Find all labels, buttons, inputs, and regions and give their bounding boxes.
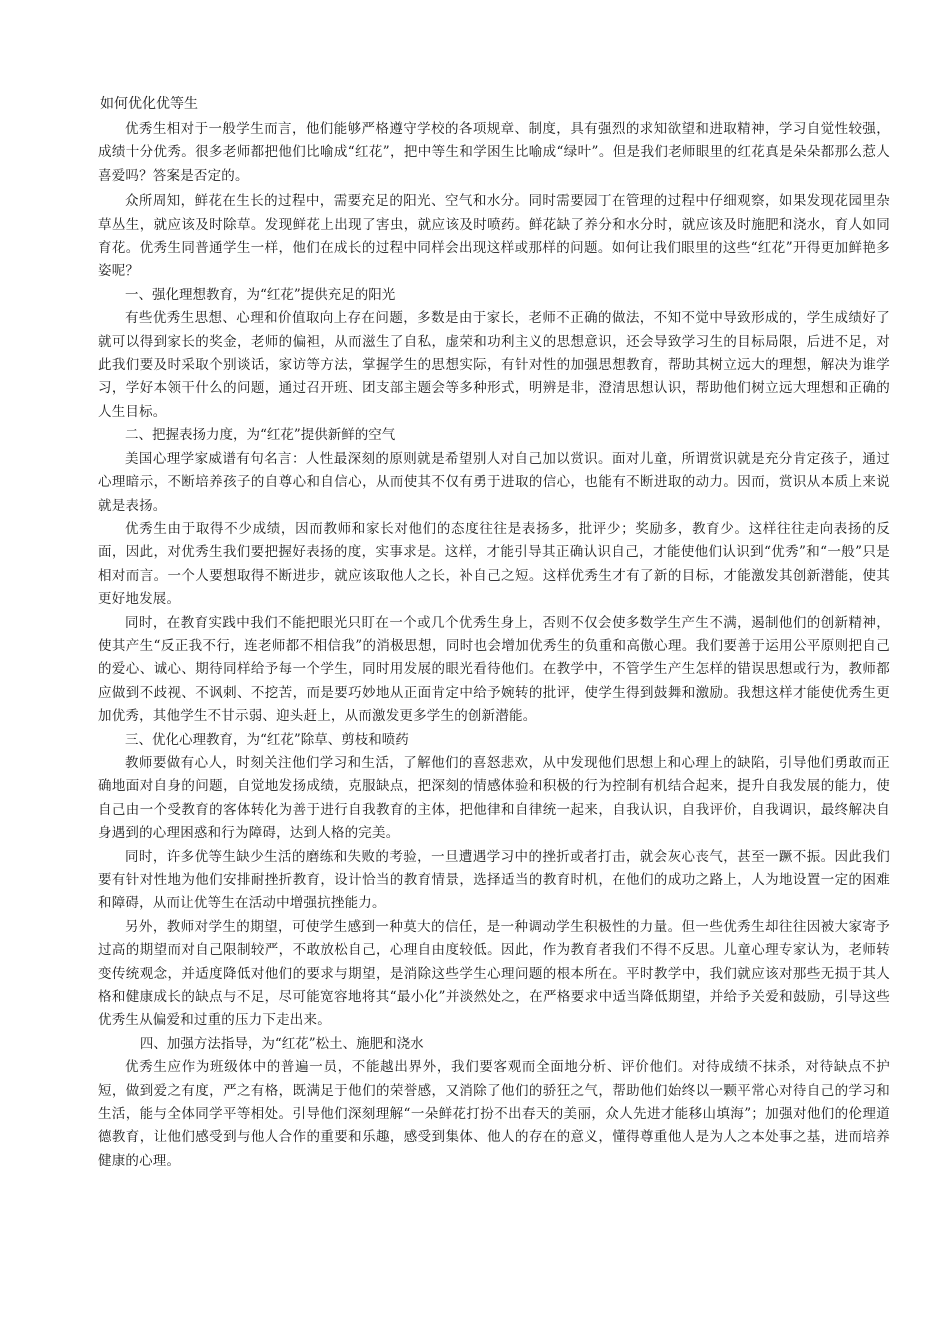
- section-2-paragraph-2: 优秀生由于取得不少成绩，因而教师和家长对他们的态度往往是表扬多，批评少；奖励多，教育少。这样往往走向表扬的反面，因此，对优秀生我们要把握好表扬的度，实事求是。这样，才能引导其正确认识自己，才能使他们认识到“优秀”和“一般”只是相对而言。一个人要想取得不断进步，就应该取他人之长，补自己之短。这样优秀生才有了新的目标，才能激发其创新潜能，使其更好地发展。: [98, 520, 890, 608]
- document-title: 如何优化优等生: [100, 96, 198, 112]
- section-heading-4: 四、加强方法指导，为“红花”松土、施肥和浇水: [139, 1035, 424, 1052]
- section-2-paragraph-3: 同时，在教育实践中我们不能把眼光只盯在一个或几个优秀生身上，否则不仅会使多数学生产生不满，遏制他们的创新精神，使其产生“反正我不行，连老师都不相信我”的消极思想，同时也会增加优秀生的负重和高傲心理。我们要善于运用公平原则把自己的爱心、诚心、期待同样给予每一个学生，同时用发展的眼光看待他们。在教学中，不管学生产生怎样的错误思想或行为，教师都应做到不歧视、不讽刺、不挖苦，而是要巧妙地从正面肯定中给予婉转的批评，使学生得到鼓舞和激励。我想这样才能使优秀生更加优秀，其他学生不甘示弱、迎头赶上，从而激发更多学生的创新潜能。: [98, 614, 890, 725]
- section-4-paragraph-1: 优秀生应作为班级体中的普遍一员，不能越出界外，我们要客观而全面地分析、评价他们。对待成绩不抹杀，对待缺点不护短，做到爱之有度，严之有格，既满足于他们的荣誉感，又消除了他们的骄狂之气，帮助他们始终以一颗平常心对待自己的学习和生活，能与全体同学平等相处。引导他们深刻理解“一朵鲜花打扮不出春天的美丽，众人先进才能移山填海”；加强对他们的伦理道德教育，让他们感受到与他人合作的重要和乐趣，感受到集体、他人的存在的意义，懂得尊重他人是为人之本处事之基，进而培养健康的心理。: [98, 1059, 890, 1169]
- section-3-paragraph-2: 同时，许多优等生缺少生活的磨练和失败的考验，一旦遭遇学习中的挫折或者打击，就会灰心丧气，甚至一蹶不振。因此我们要有针对性地为他们安排耐挫折教育，设计恰当的教育情景，选择适当的教育时机，在他们的成功之路上，人为地设置一定的困难和障碍，从而让优等生在活动中增强抗挫能力。: [98, 848, 890, 912]
- document-page: [98, 94, 890, 1173]
- section-3-paragraph-3: 另外，教师对学生的期望，可使学生感到一种莫大的信任，是一种调动学生积极性的力量。但一些优秀生却往往因被大家寄予过高的期望而对自己限制较严，不敢放松自己，心理自由度较低。因此，作为教育者我们不得不反思。儿童心理专家认为，老师转变传统观念，并适度降低对他们的要求与期望，是消除这些学生心理问题的根本所在。平时教学中，我们就应该对那些无损于其人格和健康成长的缺点与不足，尽可能宽容地将其“最小化”并淡然处之，在严格要求中适当降低期望，并给予关爱和鼓励，引导这些优秀生从偏爱和过重的压力下走出来。: [98, 918, 890, 1029]
- section-heading-3: 三、优化心理教育，为“红花”除草、剪枝和喷药: [125, 731, 409, 748]
- intro-paragraph-2: 众所周知，鲜花在生长的过程中，需要充足的阳光、空气和水分。同时需要园丁在管理的过程中仔细观察，如果发现花园里杂草丛生，就应该及时除草。发现鲜花上出现了害虫，就应该及时喷药。鲜花缺了养分和水分时，就应该及时施肥和浇水，育人如同育花。优秀生同普通学生一样，他们在成长的过程中同样会出现这样或那样的问题。如何让我们眼里的这些“红花”开得更加鲜艳多姿呢？: [98, 193, 890, 280]
- section-3-paragraph-1: 教师要做有心人，时刻关注他们学习和生活，了解他们的喜怒悲欢，从中发现他们思想上和心理上的缺陷，引导他们勇敢而正确地面对自身的问题，自觉地发扬成绩，克服缺点，把深刻的情感体验和积极的行为控制有机结合起来，提升自我发展的能力，使自己由一个受教育的客体转化为善于进行自我教育的主体，把他律和自律统一起来，自我认识，自我评价，自我调识，最终解决自身遇到的心理困惑和行为障碍，达到人格的完美。: [98, 754, 890, 842]
- section-heading-2: 二、把握表扬力度，为“红花”提供新鲜的空气: [125, 427, 396, 444]
- section-1-paragraph-1: 有些优秀生思想、心理和价值取向上存在问题，多数是由于家长，老师不正确的做法，不知不觉中导致形成的，学生成绩好了就可以得到家长的奖金，老师的偏袒，从而滋生了自私，虚荣和功利主义的思想意识，还会导致学习生的目标局限，后进不足，对此我们要及时采取个别谈话，家访等方法，掌握学生的思想实际，有针对性的加强思想教育，帮助其树立远大的理想，解决为谁学习，学好本领干什么的问题，通过召开班、团支部主题会等多种形式，明辨是非，澄清思想认识，帮助他们树立远大理想和正确的人生目标。: [98, 310, 890, 420]
- section-2-paragraph-1: 美国心理学家威谱有句名言：人性最深刻的原则就是希望别人对自己加以赏识。面对儿童，所谓赏识就是充分肯定孩子，通过心理暗示，不断培养孩子的自尊心和自信心，从而使其不仅有勇于进取的信心，也能有不断进取的动力。因而，赏识从本质上来说就是表扬。: [98, 450, 890, 514]
- section-heading-1: 一、强化理想教育，为“红花”提供充足的阳光: [125, 286, 396, 303]
- intro-paragraph-1: 优秀生相对于一般学生而言，他们能够严格遵守学校的各项规章、制度，具有强烈的求知欲望和进取精神，学习自觉性较强，成绩十分优秀。很多老师都把他们比喻成“红花”，把中等生和学困生比喻成“绿叶”。但是我们老师眼里的红花真是朵朵都那么惹人喜爱吗？答案是否定的。: [98, 121, 890, 184]
